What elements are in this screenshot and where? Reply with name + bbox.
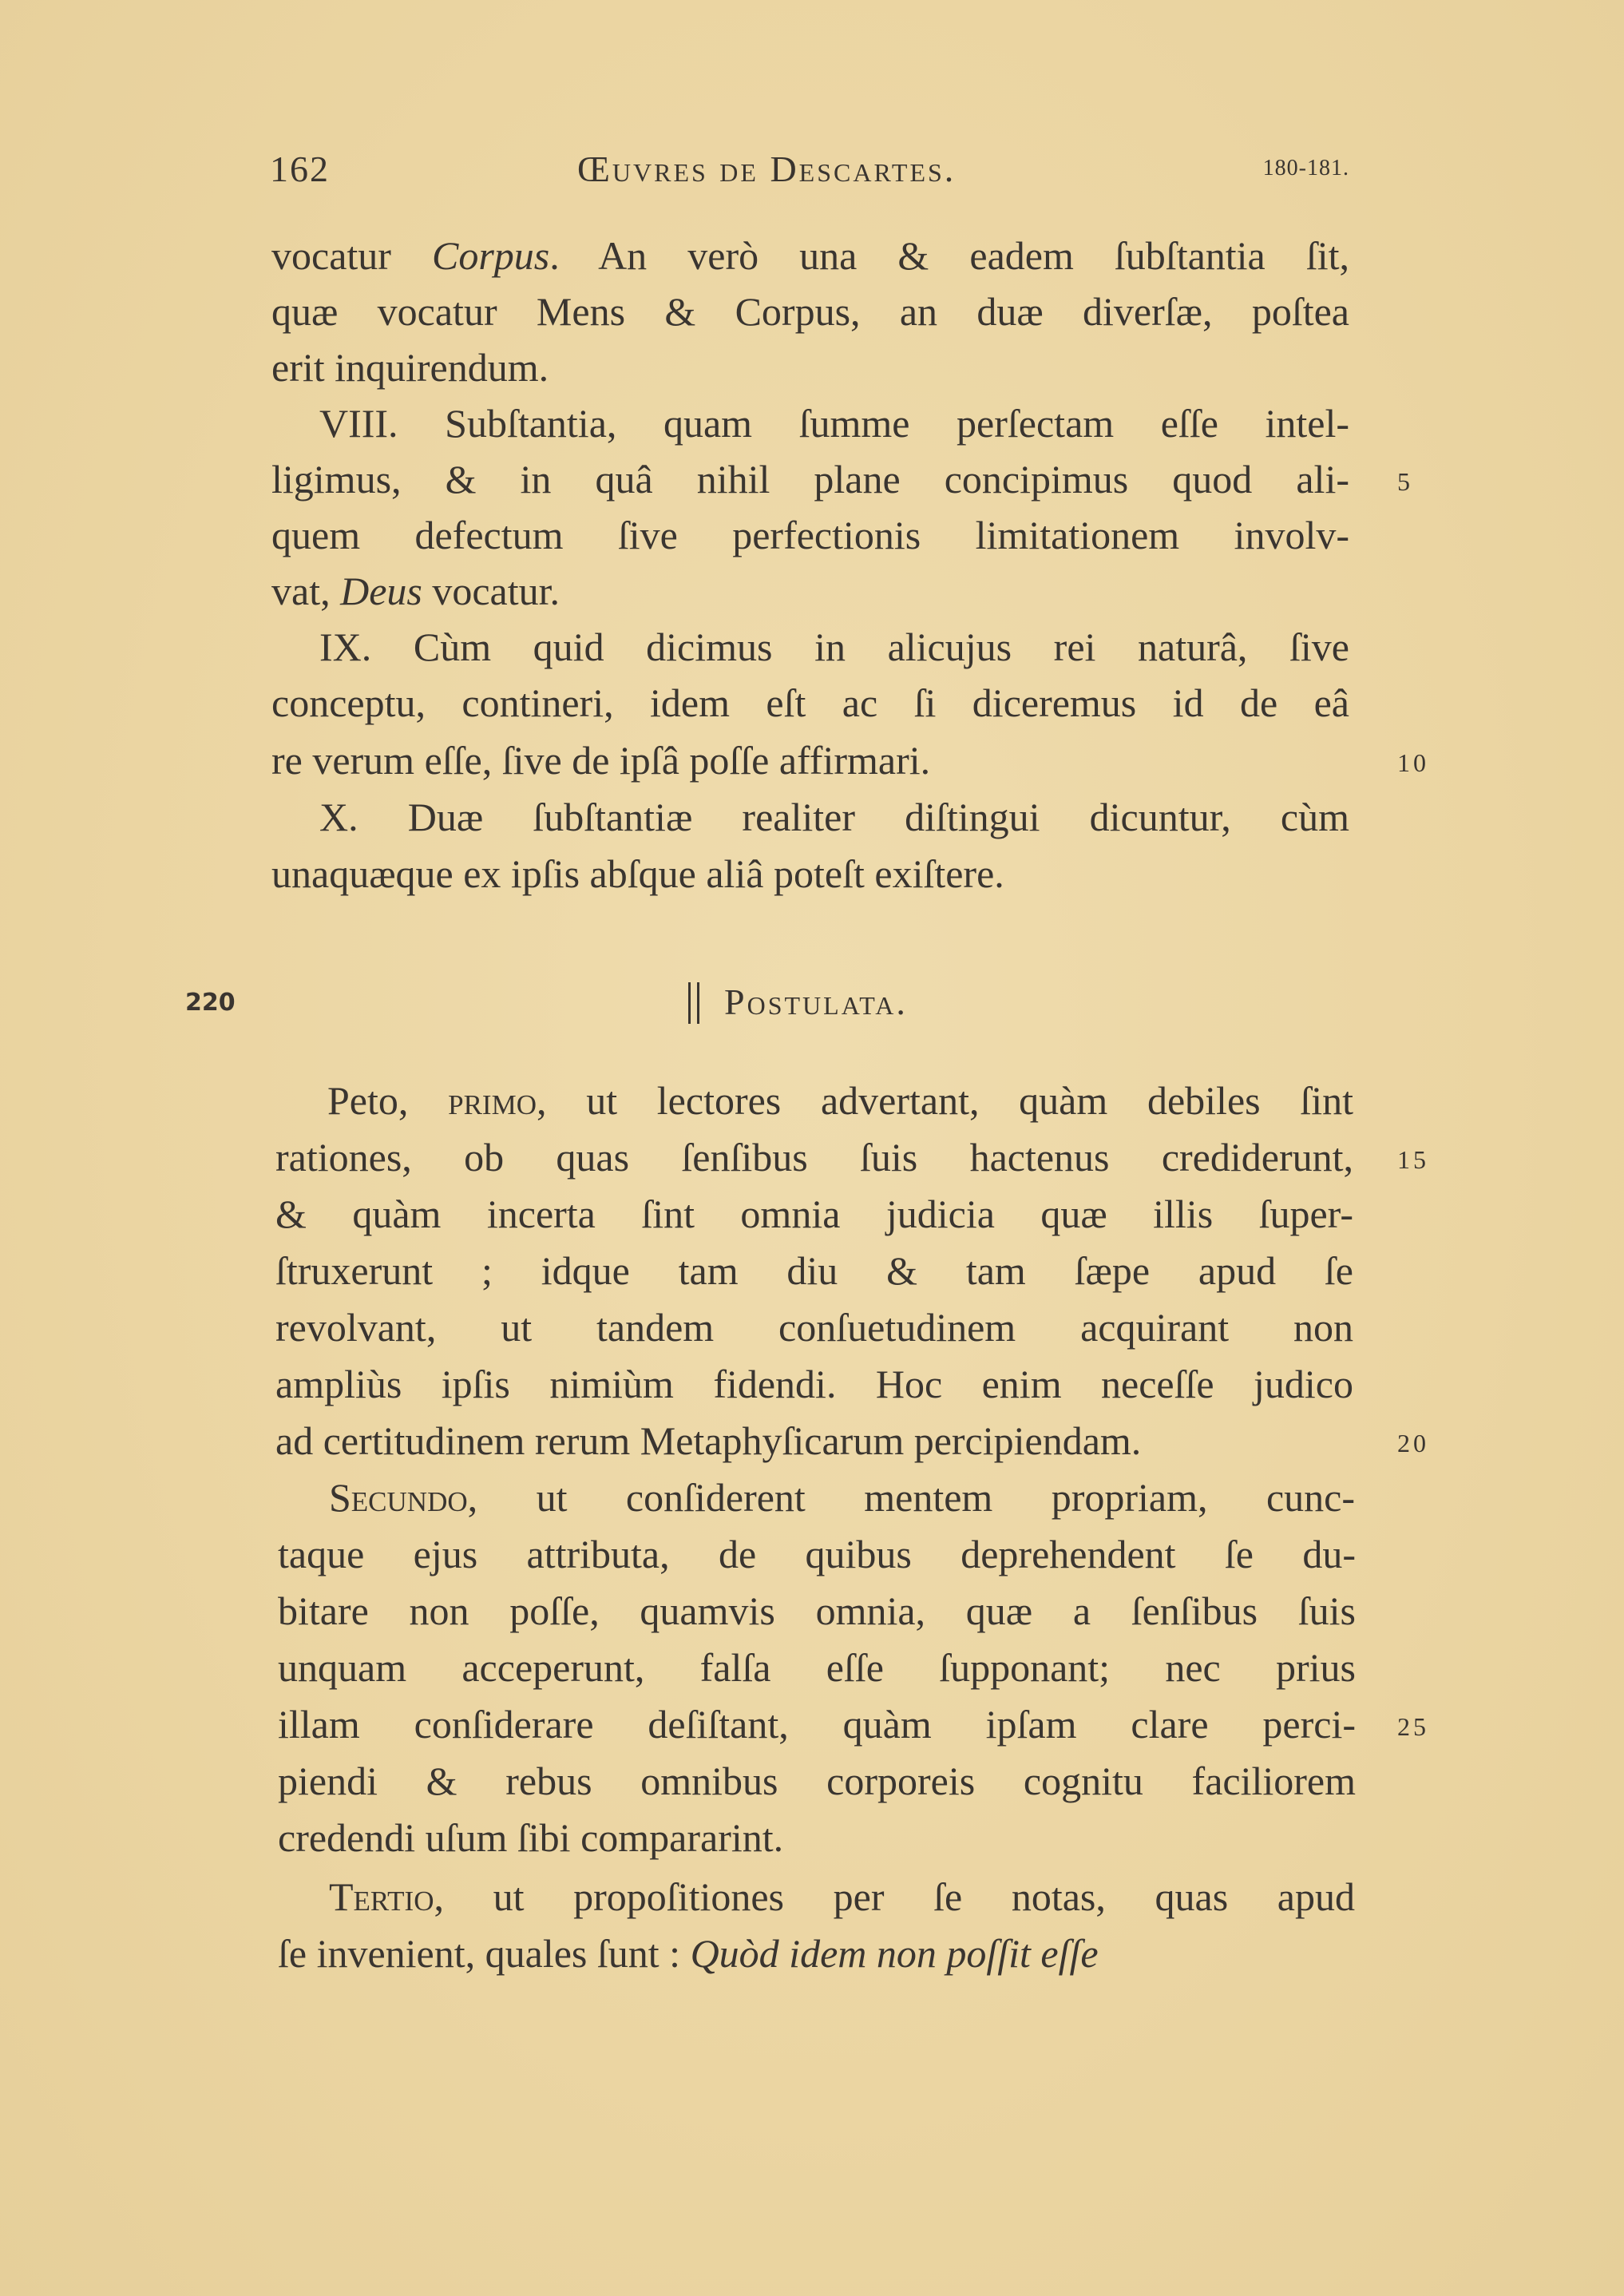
text-line: ſe invenient, quales ſunt : Quòd idem non poſſit eſſe xyxy=(278,1931,1099,1976)
text-line: ſtruxerunt ; idque tam diu & tam ſæpe apud ſe xyxy=(275,1248,1353,1293)
text-line: taque ejus attributa, de quibus deprehendent ſe du- xyxy=(278,1532,1356,1576)
text-line: unaquæque ex ipſis abſque aliâ poteſt exiſtere. xyxy=(271,851,1004,896)
text-line: X. Duæ ſubſtantiæ realiter diſtingui dicuntur, cùm xyxy=(319,795,1349,839)
text-line: re verum eſſe, ſive de ipſâ poſſe affirmari. xyxy=(271,738,931,783)
text-line: ligimus, & in quâ nihil plane concipimus quod ali- xyxy=(271,457,1349,502)
line-number: 20 xyxy=(1397,1429,1429,1457)
text-line: conceptu, contineri, idem eſt ac ſi diceremus id de eâ xyxy=(271,680,1349,725)
line-number: 15 xyxy=(1397,1145,1429,1174)
text-line: quæ vocatur Mens & Corpus, an duæ diverſæ, poſtea xyxy=(271,289,1349,334)
section-mark-icon xyxy=(688,982,699,1024)
section-reference: 180-181. xyxy=(1262,156,1349,180)
page-number: 162 xyxy=(270,149,330,189)
text-line: IX. Cùm quid dicimus in alicujus rei naturâ, ſive xyxy=(319,625,1349,669)
text-line: & quàm incerta ſint omnia judicia quæ illis ſuper- xyxy=(275,1192,1353,1236)
text-line: Peto, primo, ut lectores advertant, quàm debiles ſint xyxy=(327,1078,1353,1123)
text-line: revolvant, ut tandem conſuetudinem acquirant non xyxy=(275,1305,1353,1350)
margin-page-reference: 220 xyxy=(185,989,236,1017)
text-line: illam conſiderare deſiſtant, quàm ipſam clare perci- xyxy=(278,1702,1356,1747)
text-line: unquam acceperunt, falſa eſſe ſupponant; nec prius xyxy=(278,1645,1356,1690)
text-line: Tertio, ut propoſitiones per ſe notas, quas apud xyxy=(329,1874,1355,1919)
text-line: rationes, ob quas ſenſibus ſuis hactenus crediderunt, xyxy=(275,1135,1353,1180)
text-line: piendi & rebus omnibus corporeis cognitu faciliorem xyxy=(278,1759,1356,1803)
text-line: vat, Deus vocatur. xyxy=(271,569,560,613)
line-number: 10 xyxy=(1397,748,1429,777)
text-line: bitare non poſſe, quamvis omnia, quæ a ſenſibus ſuis xyxy=(278,1588,1356,1633)
line-number: 25 xyxy=(1397,1712,1429,1741)
page-header xyxy=(270,148,1349,196)
text-line: erit inquirendum. xyxy=(271,345,549,390)
text-line: ampliùs ipſis nimiùm fidendi. Hoc enim neceſſe judico xyxy=(275,1362,1353,1406)
text-line: Secundo, ut conſiderent mentem propriam, cunc- xyxy=(329,1475,1355,1520)
text-line: vocatur Corpus. An verò una & eadem ſubſtantia ſit, xyxy=(271,233,1349,278)
line-number: 5 xyxy=(1397,467,1413,496)
text-line: ad certitudinem rerum Metaphyſicarum percipiendam. xyxy=(275,1418,1142,1463)
section-heading: Postulata. xyxy=(724,981,908,1022)
running-title: Œuvres de Descartes. xyxy=(577,149,957,189)
text-line: quem defectum ſive perfectionis limitationem involv- xyxy=(271,513,1349,557)
text-line: credendi uſum ſibi compararint. xyxy=(278,1815,784,1860)
text-line: VIII. Subſtantia, quam ſumme perſectam eſſe intel- xyxy=(319,401,1349,446)
